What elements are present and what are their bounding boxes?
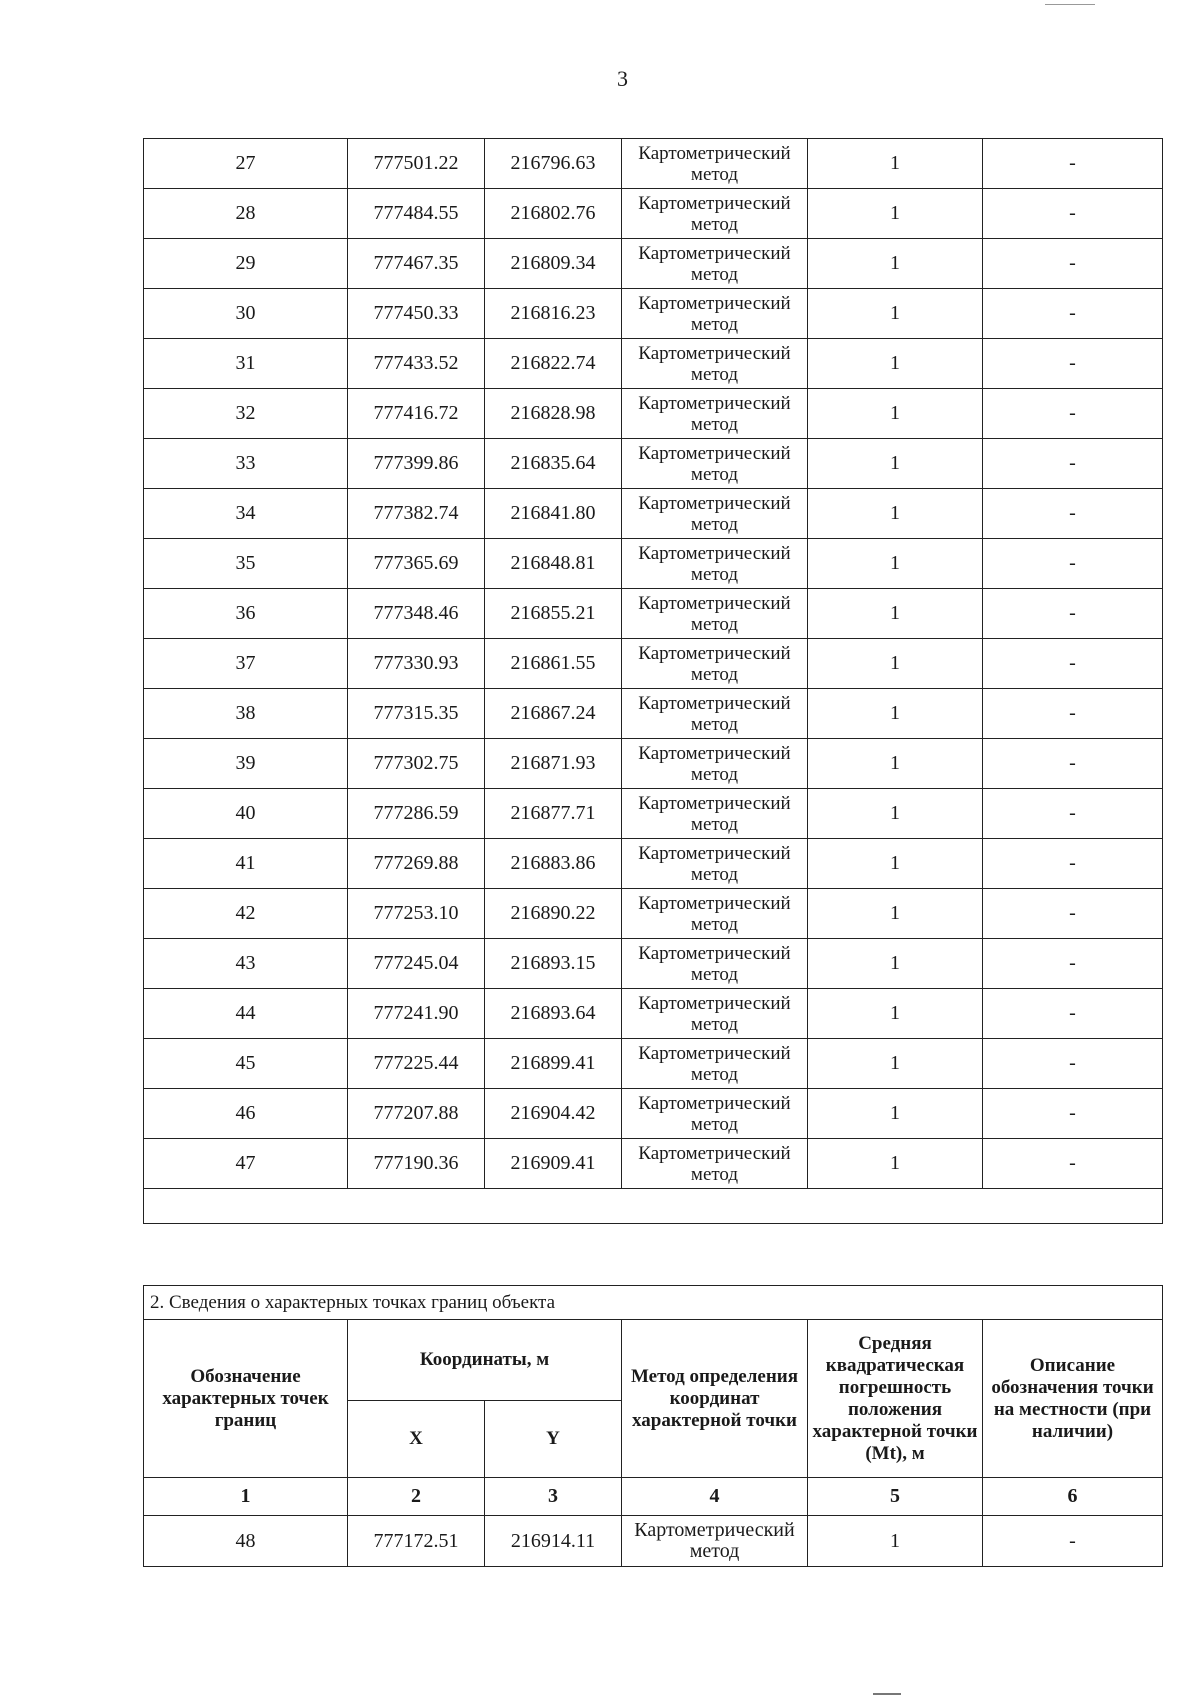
- y-coordinate-cell: 216861.55: [485, 639, 622, 689]
- method-line-2: метод: [690, 813, 739, 835]
- x-coordinate-cell: 777382.74: [348, 489, 485, 539]
- x-coordinate-cell: 777245.04: [348, 939, 485, 989]
- x-coordinate-cell: 777399.86: [348, 439, 485, 489]
- description-cell: -: [983, 289, 1163, 339]
- x-coordinate-cell: 777253.10: [348, 889, 485, 939]
- y-coordinate-cell: 216816.23: [485, 289, 622, 339]
- header-x: X: [348, 1401, 485, 1478]
- mean-error-cell: 1: [808, 589, 983, 639]
- mean-error-cell: 1: [808, 389, 983, 439]
- table-row: [144, 539, 1163, 589]
- y-coordinate-cell: 216883.86: [485, 839, 622, 889]
- y-coordinate-cell: 216855.21: [485, 589, 622, 639]
- description-cell: -: [983, 489, 1163, 539]
- column-number: 3: [485, 1478, 622, 1516]
- method-line-1: Картометрический: [638, 442, 791, 464]
- method-cell: [622, 189, 808, 239]
- column-number: 6: [983, 1478, 1163, 1516]
- method-cell: [622, 839, 808, 889]
- description-cell: -: [983, 889, 1163, 939]
- point-number-cell: 27: [144, 139, 348, 189]
- mean-error-cell: 1: [808, 1089, 983, 1139]
- table-row: [144, 389, 1163, 439]
- point-number-cell: 39: [144, 739, 348, 789]
- description-cell: -: [983, 539, 1163, 589]
- mean-error-cell: 1: [808, 739, 983, 789]
- method-line-2: метод: [690, 213, 739, 235]
- method-cell: [622, 539, 808, 589]
- section-title: 2. Сведения о характерных точках границ объекта: [144, 1286, 1163, 1320]
- table-row: [144, 639, 1163, 689]
- method-line-2: метод: [690, 963, 739, 985]
- method-line-2: метод: [690, 1063, 739, 1085]
- method-cell: [622, 1039, 808, 1089]
- description-cell: -: [983, 939, 1163, 989]
- x-coordinate-cell: 777302.75: [348, 739, 485, 789]
- table-row: [144, 989, 1163, 1039]
- boundary-points-table: [143, 1285, 1163, 1567]
- method-line-2: метод: [690, 1113, 739, 1135]
- y-coordinate-cell: 216835.64: [485, 439, 622, 489]
- method-cell: [622, 139, 808, 189]
- x-coordinate-cell: 777225.44: [348, 1039, 485, 1089]
- point-number-cell: 28: [144, 189, 348, 239]
- table-row: [144, 1139, 1163, 1189]
- point-number-cell: 48: [144, 1516, 348, 1567]
- x-coordinate-cell: 777416.72: [348, 389, 485, 439]
- method-line-2: метод: [690, 163, 739, 185]
- table-row: [144, 789, 1163, 839]
- method-line-2: метод: [689, 1540, 740, 1562]
- method-cell: [622, 289, 808, 339]
- point-number-cell: 34: [144, 489, 348, 539]
- header-mean-error: Средняя квадратическая погрешность положения характерной точки (Mt), м: [808, 1320, 983, 1478]
- coordinates-table-continued: [143, 138, 1163, 1224]
- method-line-1: Картометрический: [638, 992, 791, 1014]
- method-cell: [622, 939, 808, 989]
- y-coordinate-cell: 216904.42: [485, 1089, 622, 1139]
- method-line-1: Картометрический: [638, 1092, 791, 1114]
- description-cell: -: [983, 739, 1163, 789]
- method-cell: [622, 589, 808, 639]
- method-line-1: Картометрический: [638, 942, 791, 964]
- x-coordinate-cell: 777450.33: [348, 289, 485, 339]
- point-number-cell: 38: [144, 689, 348, 739]
- method-line-1: Картометрический: [638, 892, 791, 914]
- header-row: [144, 1320, 1163, 1401]
- x-coordinate-cell: 777241.90: [348, 989, 485, 1039]
- method-cell: [622, 789, 808, 839]
- table-row: [144, 1516, 1163, 1567]
- header-coordinates: Координаты, м: [348, 1320, 622, 1401]
- table-row: [144, 489, 1163, 539]
- y-coordinate-cell: 216909.41: [485, 1139, 622, 1189]
- table-row: [144, 439, 1163, 489]
- point-number-cell: 43: [144, 939, 348, 989]
- table-row: [144, 289, 1163, 339]
- method-line-1: Картометрический: [638, 692, 791, 714]
- method-line-1: Картометрический: [638, 1142, 791, 1164]
- mean-error-cell: 1: [808, 139, 983, 189]
- point-number-cell: 45: [144, 1039, 348, 1089]
- description-cell: -: [983, 1039, 1163, 1089]
- method-cell: [622, 889, 808, 939]
- point-number-cell: 32: [144, 389, 348, 439]
- x-coordinate-cell: 777467.35: [348, 239, 485, 289]
- method-cell: [622, 689, 808, 739]
- mean-error-cell: 1: [808, 1139, 983, 1189]
- method-cell: [622, 339, 808, 389]
- table-row: [144, 189, 1163, 239]
- method-line-2: метод: [690, 563, 739, 585]
- method-line-2: метод: [690, 513, 739, 535]
- y-coordinate-cell: 216890.22: [485, 889, 622, 939]
- point-number-cell: 37: [144, 639, 348, 689]
- mean-error-cell: 1: [808, 1039, 983, 1089]
- x-coordinate-cell: 777501.22: [348, 139, 485, 189]
- x-coordinate-cell: 777172.51: [348, 1516, 485, 1567]
- point-number-cell: 46: [144, 1089, 348, 1139]
- table-row: [144, 139, 1163, 189]
- header-point-designation: Обозначение характерных точек границ: [144, 1320, 348, 1478]
- method-cell: [622, 489, 808, 539]
- mean-error-cell: 1: [808, 289, 983, 339]
- table-row: [144, 889, 1163, 939]
- header-y: Y: [485, 1401, 622, 1478]
- header-description: Описание обозначения точки на местности (при наличии): [983, 1320, 1163, 1478]
- method-line-2: метод: [690, 713, 739, 735]
- point-number-cell: 41: [144, 839, 348, 889]
- method-line-2: метод: [690, 413, 739, 435]
- description-cell: -: [983, 989, 1163, 1039]
- y-coordinate-cell: 216899.41: [485, 1039, 622, 1089]
- method-line-1: Картометрический: [638, 192, 791, 214]
- point-number-cell: 44: [144, 989, 348, 1039]
- method-line-2: метод: [690, 913, 739, 935]
- method-line-1: Картометрический: [638, 642, 791, 664]
- header-method: Метод определения координат характерной точки: [622, 1320, 808, 1478]
- x-coordinate-cell: 777207.88: [348, 1089, 485, 1139]
- method-cell: [622, 1089, 808, 1139]
- mean-error-cell: 1: [808, 189, 983, 239]
- y-coordinate-cell: 216871.93: [485, 739, 622, 789]
- mean-error-cell: 1: [808, 339, 983, 389]
- method-line-2: метод: [690, 463, 739, 485]
- page-number: 3: [617, 66, 628, 91]
- y-coordinate-cell: 216893.15: [485, 939, 622, 989]
- y-coordinate-cell: 216809.34: [485, 239, 622, 289]
- table-title-row: [144, 1286, 1163, 1320]
- y-coordinate-cell: 216877.71: [485, 789, 622, 839]
- point-number-cell: 31: [144, 339, 348, 389]
- method-line-1: Картометрический: [638, 842, 791, 864]
- table-row: [144, 589, 1163, 639]
- description-cell: -: [983, 789, 1163, 839]
- method-cell: [622, 639, 808, 689]
- column-number: 4: [622, 1478, 808, 1516]
- method-line-1: Картометрический: [638, 592, 791, 614]
- x-coordinate-cell: 777269.88: [348, 839, 485, 889]
- method-cell: [622, 739, 808, 789]
- column-number: 5: [808, 1478, 983, 1516]
- table-row: [144, 939, 1163, 989]
- method-line-2: метод: [690, 613, 739, 635]
- description-cell: -: [983, 139, 1163, 189]
- method-line-1: Картометрический: [638, 392, 791, 414]
- y-coordinate-cell: 216841.80: [485, 489, 622, 539]
- method-cell: [622, 989, 808, 1039]
- scan-edge-line: [1045, 4, 1095, 5]
- y-coordinate-cell: 216828.98: [485, 389, 622, 439]
- x-coordinate-cell: 777365.69: [348, 539, 485, 589]
- x-coordinate-cell: 777286.59: [348, 789, 485, 839]
- table-row: [144, 689, 1163, 739]
- y-coordinate-cell: 216914.11: [485, 1516, 622, 1567]
- mean-error-cell: 1: [808, 839, 983, 889]
- description-cell: -: [983, 439, 1163, 489]
- y-coordinate-cell: 216822.74: [485, 339, 622, 389]
- x-coordinate-cell: 777484.55: [348, 189, 485, 239]
- mean-error-cell: 1: [808, 939, 983, 989]
- point-number-cell: 36: [144, 589, 348, 639]
- empty-row: [144, 1189, 1163, 1224]
- method-line-2: метод: [690, 863, 739, 885]
- method-line-2: метод: [690, 263, 739, 285]
- method-line-1: Картометрический: [638, 292, 791, 314]
- method-line-2: метод: [690, 1013, 739, 1035]
- method-line-1: Картометрический: [638, 492, 791, 514]
- coordinates-table-body: [144, 139, 1163, 1224]
- method-line-2: метод: [690, 363, 739, 385]
- method-cell: [622, 239, 808, 289]
- method-cell: [622, 389, 808, 439]
- y-coordinate-cell: 216796.63: [485, 139, 622, 189]
- method-cell: [622, 1516, 808, 1567]
- y-coordinate-cell: 216802.76: [485, 189, 622, 239]
- mean-error-cell: 1: [808, 789, 983, 839]
- table-row: [144, 1089, 1163, 1139]
- point-number-cell: 33: [144, 439, 348, 489]
- description-cell: -: [983, 839, 1163, 889]
- column-number: 1: [144, 1478, 348, 1516]
- method-line-1: Картометрический: [634, 1519, 795, 1541]
- mean-error-cell: 1: [808, 1516, 983, 1567]
- column-number: 2: [348, 1478, 485, 1516]
- scan-edge-line: [873, 1693, 901, 1695]
- mean-error-cell: 1: [808, 439, 983, 489]
- method-line-2: метод: [690, 313, 739, 335]
- point-number-cell: 42: [144, 889, 348, 939]
- point-number-cell: 35: [144, 539, 348, 589]
- description-cell: -: [983, 1139, 1163, 1189]
- description-cell: -: [983, 239, 1163, 289]
- mean-error-cell: 1: [808, 889, 983, 939]
- mean-error-cell: 1: [808, 539, 983, 589]
- x-coordinate-cell: 777190.36: [348, 1139, 485, 1189]
- method-line-1: Картометрический: [638, 342, 791, 364]
- table-row: [144, 239, 1163, 289]
- y-coordinate-cell: 216848.81: [485, 539, 622, 589]
- method-line-1: Картометрический: [638, 792, 791, 814]
- method-line-1: Картометрический: [638, 142, 791, 164]
- x-coordinate-cell: 777315.35: [348, 689, 485, 739]
- method-line-1: Картометрический: [638, 542, 791, 564]
- description-cell: -: [983, 589, 1163, 639]
- method-line-2: метод: [690, 763, 739, 785]
- point-number-cell: 29: [144, 239, 348, 289]
- table-row: [144, 739, 1163, 789]
- mean-error-cell: 1: [808, 689, 983, 739]
- mean-error-cell: 1: [808, 239, 983, 289]
- method-line-1: Картометрический: [638, 1042, 791, 1064]
- mean-error-cell: 1: [808, 489, 983, 539]
- y-coordinate-cell: 216893.64: [485, 989, 622, 1039]
- x-coordinate-cell: 777348.46: [348, 589, 485, 639]
- description-cell: -: [983, 1516, 1163, 1567]
- description-cell: -: [983, 1089, 1163, 1139]
- method-line-1: Картометрический: [638, 742, 791, 764]
- x-coordinate-cell: 777330.93: [348, 639, 485, 689]
- point-number-cell: 40: [144, 789, 348, 839]
- table-row: [144, 1039, 1163, 1089]
- table-row: [144, 839, 1163, 889]
- description-cell: -: [983, 189, 1163, 239]
- table-row: [144, 339, 1163, 389]
- method-cell: [622, 1139, 808, 1189]
- method-line-2: метод: [690, 663, 739, 685]
- description-cell: -: [983, 639, 1163, 689]
- point-number-cell: 30: [144, 289, 348, 339]
- x-coordinate-cell: 777433.52: [348, 339, 485, 389]
- method-cell: [622, 439, 808, 489]
- description-cell: -: [983, 339, 1163, 389]
- column-numbers-row: [144, 1478, 1163, 1516]
- description-cell: -: [983, 389, 1163, 439]
- mean-error-cell: 1: [808, 639, 983, 689]
- description-cell: -: [983, 689, 1163, 739]
- method-line-1: Картометрический: [638, 242, 791, 264]
- y-coordinate-cell: 216867.24: [485, 689, 622, 739]
- point-number-cell: 47: [144, 1139, 348, 1189]
- method-line-2: метод: [690, 1163, 739, 1185]
- empty-cell: [144, 1189, 1163, 1224]
- mean-error-cell: 1: [808, 989, 983, 1039]
